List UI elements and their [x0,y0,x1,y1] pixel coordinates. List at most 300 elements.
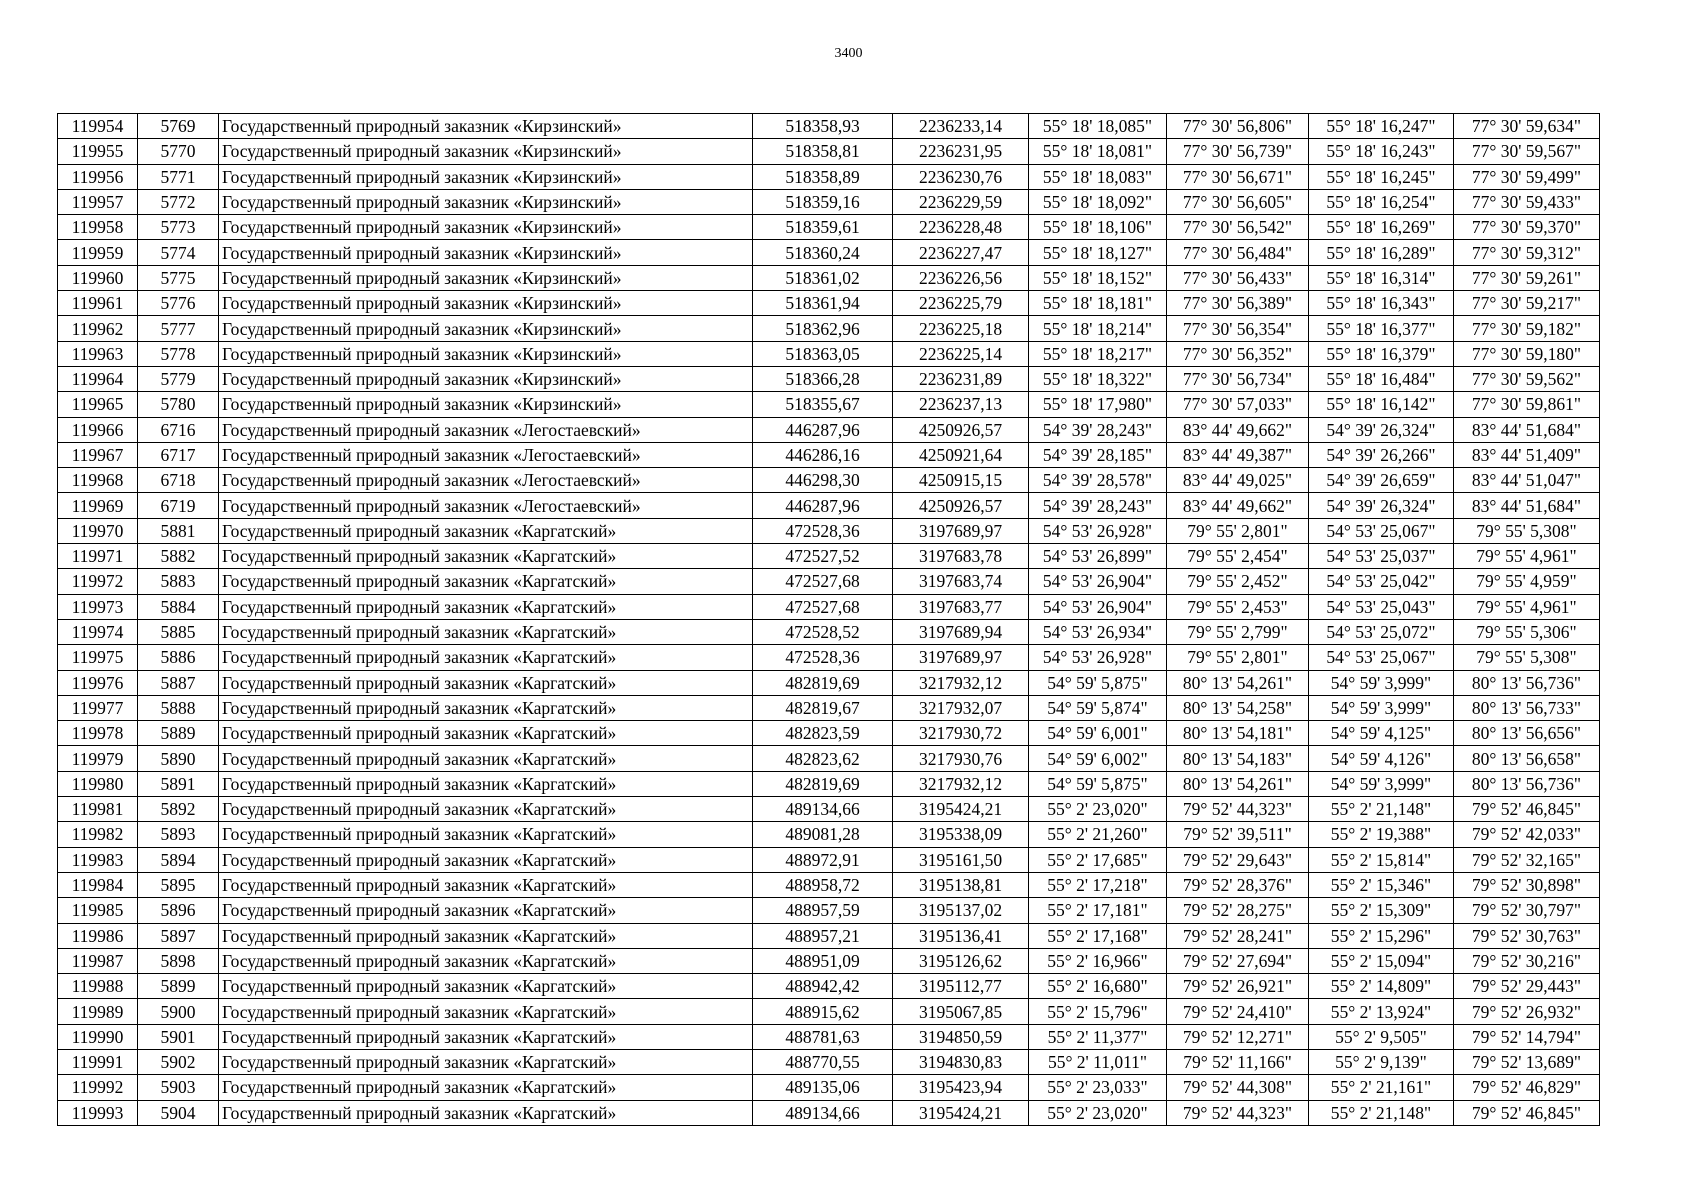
latitude-alt-cell: 54° 39' 26,324" [1309,417,1454,442]
row-id-cell: 119964 [58,366,138,391]
x-coordinate-cell: 446287,96 [753,493,893,518]
longitude-alt-cell: 83° 44' 51,684" [1454,493,1600,518]
point-number-cell: 5900 [138,999,219,1024]
point-number-cell: 5891 [138,771,219,796]
latitude-alt-cell: 54° 39' 26,659" [1309,468,1454,493]
object-name-cell: Государственный природный заказник «Каргатский» [219,1100,753,1125]
latitude-alt-cell: 55° 18' 16,245" [1309,164,1454,189]
longitude-alt-cell: 80° 13' 56,656" [1454,721,1600,746]
latitude-alt-cell: 55° 2' 13,924" [1309,999,1454,1024]
y-coordinate-cell: 3197683,77 [893,594,1029,619]
longitude-alt-cell: 77° 30' 59,562" [1454,366,1600,391]
latitude-alt-cell: 54° 59' 3,999" [1309,771,1454,796]
object-name-cell: Государственный природный заказник «Каргатский» [219,771,753,796]
longitude-cell: 79° 52' 29,643" [1167,847,1309,872]
latitude-alt-cell: 54° 53' 25,067" [1309,518,1454,543]
object-name-cell: Государственный природный заказник «Каргатский» [219,1024,753,1049]
table-row [58,1100,1600,1125]
object-name-cell: Государственный природный заказник «Легостаевский» [219,417,753,442]
longitude-cell: 77° 30' 56,433" [1167,265,1309,290]
longitude-cell: 80° 13' 54,261" [1167,670,1309,695]
latitude-alt-cell: 55° 2' 21,148" [1309,1100,1454,1125]
table-row [58,366,1600,391]
longitude-cell: 80° 13' 54,183" [1167,746,1309,771]
y-coordinate-cell: 3197683,78 [893,544,1029,569]
object-name-cell: Государственный природный заказник «Каргатский» [219,645,753,670]
point-number-cell: 5898 [138,948,219,973]
longitude-alt-cell: 79° 52' 46,845" [1454,797,1600,822]
y-coordinate-cell: 3217932,12 [893,771,1029,796]
y-coordinate-cell: 4250915,15 [893,468,1029,493]
point-number-cell: 6718 [138,468,219,493]
longitude-cell: 83° 44' 49,025" [1167,468,1309,493]
point-number-cell: 5777 [138,316,219,341]
x-coordinate-cell: 488951,09 [753,948,893,973]
longitude-cell: 79° 52' 44,323" [1167,1100,1309,1125]
latitude-alt-cell: 55° 2' 15,296" [1309,923,1454,948]
table-row [58,974,1600,999]
object-name-cell: Государственный природный заказник «Каргатский» [219,898,753,923]
latitude-alt-cell: 54° 59' 4,125" [1309,721,1454,746]
page-number: 3400 [834,46,863,61]
table-row [58,797,1600,822]
row-id-cell: 119974 [58,619,138,644]
object-name-cell: Государственный природный заказник «Каргатский» [219,721,753,746]
longitude-cell: 77° 30' 56,542" [1167,215,1309,240]
object-name-cell: Государственный природный заказник «Кирзинский» [219,366,753,391]
y-coordinate-cell: 3195138,81 [893,872,1029,897]
point-number-cell: 5774 [138,240,219,265]
point-number-cell: 5881 [138,518,219,543]
x-coordinate-cell: 489135,06 [753,1075,893,1100]
point-number-cell: 5888 [138,695,219,720]
longitude-cell: 79° 52' 39,511" [1167,822,1309,847]
y-coordinate-cell: 3195424,21 [893,1100,1029,1125]
point-number-cell: 5775 [138,265,219,290]
latitude-alt-cell: 54° 59' 3,999" [1309,695,1454,720]
row-id-cell: 119969 [58,493,138,518]
row-id-cell: 119966 [58,417,138,442]
latitude-alt-cell: 54° 39' 26,266" [1309,442,1454,467]
latitude-alt-cell: 55° 18' 16,269" [1309,215,1454,240]
longitude-cell: 79° 55' 2,453" [1167,594,1309,619]
point-number-cell: 5902 [138,1049,219,1074]
longitude-cell: 79° 52' 11,166" [1167,1049,1309,1074]
row-id-cell: 119973 [58,594,138,619]
x-coordinate-cell: 472528,36 [753,645,893,670]
table-row [58,341,1600,366]
longitude-alt-cell: 79° 55' 5,308" [1454,518,1600,543]
row-id-cell: 119965 [58,392,138,417]
object-name-cell: Государственный природный заказник «Кирзинский» [219,240,753,265]
x-coordinate-cell: 518360,24 [753,240,893,265]
y-coordinate-cell: 3195338,09 [893,822,1029,847]
row-id-cell: 119979 [58,746,138,771]
longitude-cell: 80° 13' 54,181" [1167,721,1309,746]
x-coordinate-cell: 488781,63 [753,1024,893,1049]
longitude-cell: 79° 52' 28,376" [1167,872,1309,897]
x-coordinate-cell: 488770,55 [753,1049,893,1074]
longitude-cell: 77° 30' 57,033" [1167,392,1309,417]
x-coordinate-cell: 482819,69 [753,670,893,695]
y-coordinate-cell: 2236230,76 [893,164,1029,189]
longitude-cell: 79° 55' 2,452" [1167,569,1309,594]
table-row [58,392,1600,417]
longitude-cell: 79° 52' 12,271" [1167,1024,1309,1049]
y-coordinate-cell: 3195423,94 [893,1075,1029,1100]
x-coordinate-cell: 489081,28 [753,822,893,847]
longitude-alt-cell: 80° 13' 56,736" [1454,771,1600,796]
point-number-cell: 5887 [138,670,219,695]
x-coordinate-cell: 518355,67 [753,392,893,417]
latitude-cell: 54° 59' 5,874" [1029,695,1167,720]
object-name-cell: Государственный природный заказник «Каргатский» [219,923,753,948]
longitude-cell: 77° 30' 56,389" [1167,291,1309,316]
y-coordinate-cell: 2236226,56 [893,265,1029,290]
longitude-cell: 79° 52' 27,694" [1167,948,1309,973]
longitude-cell: 79° 52' 24,410" [1167,999,1309,1024]
table-row [58,1024,1600,1049]
latitude-cell: 54° 53' 26,904" [1029,569,1167,594]
latitude-alt-cell: 55° 18' 16,484" [1309,366,1454,391]
table-row [58,721,1600,746]
point-number-cell: 5904 [138,1100,219,1125]
object-name-cell: Государственный природный заказник «Каргатский» [219,797,753,822]
latitude-alt-cell: 55° 2' 15,309" [1309,898,1454,923]
y-coordinate-cell: 3195136,41 [893,923,1029,948]
x-coordinate-cell: 518358,81 [753,139,893,164]
longitude-alt-cell: 80° 13' 56,733" [1454,695,1600,720]
latitude-alt-cell: 55° 18' 16,254" [1309,189,1454,214]
object-name-cell: Государственный природный заказник «Каргатский» [219,999,753,1024]
x-coordinate-cell: 518366,28 [753,366,893,391]
point-number-cell: 5773 [138,215,219,240]
table-row [58,291,1600,316]
point-number-cell: 5901 [138,1024,219,1049]
table-row [58,872,1600,897]
latitude-cell: 55° 2' 21,260" [1029,822,1167,847]
object-name-cell: Государственный природный заказник «Каргатский» [219,974,753,999]
longitude-alt-cell: 79° 52' 30,216" [1454,948,1600,973]
table-row [58,771,1600,796]
x-coordinate-cell: 518359,16 [753,189,893,214]
row-id-cell: 119988 [58,974,138,999]
row-id-cell: 119992 [58,1075,138,1100]
table-row [58,569,1600,594]
object-name-cell: Государственный природный заказник «Каргатский» [219,1075,753,1100]
point-number-cell: 5769 [138,114,219,139]
longitude-alt-cell: 83° 44' 51,047" [1454,468,1600,493]
longitude-cell: 79° 52' 44,323" [1167,797,1309,822]
point-number-cell: 5771 [138,164,219,189]
row-id-cell: 119972 [58,569,138,594]
x-coordinate-cell: 489134,66 [753,797,893,822]
coordinates-table [57,113,1600,1126]
x-coordinate-cell: 518358,89 [753,164,893,189]
latitude-cell: 55° 18' 18,217" [1029,341,1167,366]
longitude-cell: 80° 13' 54,261" [1167,771,1309,796]
x-coordinate-cell: 488957,21 [753,923,893,948]
y-coordinate-cell: 2236233,14 [893,114,1029,139]
longitude-cell: 79° 55' 2,799" [1167,619,1309,644]
table-row [58,1049,1600,1074]
latitude-cell: 55° 18' 18,322" [1029,366,1167,391]
longitude-alt-cell: 80° 13' 56,736" [1454,670,1600,695]
table-row [58,670,1600,695]
object-name-cell: Государственный природный заказник «Кирзинский» [219,114,753,139]
row-id-cell: 119977 [58,695,138,720]
longitude-alt-cell: 77° 30' 59,433" [1454,189,1600,214]
row-id-cell: 119976 [58,670,138,695]
y-coordinate-cell: 3197689,97 [893,645,1029,670]
table-row [58,948,1600,973]
y-coordinate-cell: 4250926,57 [893,493,1029,518]
row-id-cell: 119984 [58,872,138,897]
longitude-alt-cell: 79° 55' 4,961" [1454,544,1600,569]
longitude-cell: 79° 55' 2,454" [1167,544,1309,569]
table-row [58,594,1600,619]
row-id-cell: 119961 [58,291,138,316]
x-coordinate-cell: 518359,61 [753,215,893,240]
y-coordinate-cell: 3197683,74 [893,569,1029,594]
longitude-alt-cell: 77° 30' 59,499" [1454,164,1600,189]
latitude-cell: 55° 18' 18,152" [1029,265,1167,290]
object-name-cell: Государственный природный заказник «Легостаевский» [219,468,753,493]
table-row [58,164,1600,189]
longitude-alt-cell: 77° 30' 59,217" [1454,291,1600,316]
latitude-alt-cell: 54° 53' 25,072" [1309,619,1454,644]
latitude-cell: 54° 53' 26,904" [1029,594,1167,619]
y-coordinate-cell: 3217930,72 [893,721,1029,746]
longitude-alt-cell: 79° 52' 29,443" [1454,974,1600,999]
row-id-cell: 119986 [58,923,138,948]
point-number-cell: 5896 [138,898,219,923]
point-number-cell: 5770 [138,139,219,164]
row-id-cell: 119955 [58,139,138,164]
longitude-alt-cell: 77° 30' 59,634" [1454,114,1600,139]
row-id-cell: 119989 [58,999,138,1024]
row-id-cell: 119982 [58,822,138,847]
latitude-alt-cell: 55° 2' 9,505" [1309,1024,1454,1049]
row-id-cell: 119963 [58,341,138,366]
object-name-cell: Государственный природный заказник «Каргатский» [219,847,753,872]
latitude-cell: 54° 53' 26,934" [1029,619,1167,644]
latitude-cell: 55° 2' 17,181" [1029,898,1167,923]
longitude-cell: 79° 52' 26,921" [1167,974,1309,999]
latitude-alt-cell: 54° 39' 26,324" [1309,493,1454,518]
table-row [58,822,1600,847]
longitude-alt-cell: 79° 52' 14,794" [1454,1024,1600,1049]
object-name-cell: Государственный природный заказник «Каргатский» [219,746,753,771]
y-coordinate-cell: 2236231,95 [893,139,1029,164]
latitude-cell: 55° 18' 18,085" [1029,114,1167,139]
latitude-alt-cell: 54° 53' 25,043" [1309,594,1454,619]
longitude-cell: 79° 52' 44,308" [1167,1075,1309,1100]
row-id-cell: 119983 [58,847,138,872]
table-row [58,240,1600,265]
x-coordinate-cell: 446298,30 [753,468,893,493]
object-name-cell: Государственный природный заказник «Кирзинский» [219,392,753,417]
table-row [58,189,1600,214]
longitude-alt-cell: 79° 52' 30,898" [1454,872,1600,897]
longitude-cell: 83° 44' 49,387" [1167,442,1309,467]
row-id-cell: 119956 [58,164,138,189]
latitude-cell: 54° 53' 26,928" [1029,518,1167,543]
object-name-cell: Государственный природный заказник «Каргатский» [219,619,753,644]
y-coordinate-cell: 3195161,50 [893,847,1029,872]
x-coordinate-cell: 472527,68 [753,569,893,594]
longitude-cell: 77° 30' 56,806" [1167,114,1309,139]
longitude-cell: 79° 52' 28,241" [1167,923,1309,948]
latitude-alt-cell: 55° 18' 16,377" [1309,316,1454,341]
object-name-cell: Государственный природный заказник «Каргатский» [219,872,753,897]
x-coordinate-cell: 488958,72 [753,872,893,897]
latitude-alt-cell: 55° 2' 14,809" [1309,974,1454,999]
latitude-alt-cell: 55° 2' 9,139" [1309,1049,1454,1074]
latitude-cell: 55° 2' 17,218" [1029,872,1167,897]
y-coordinate-cell: 3197689,97 [893,518,1029,543]
longitude-alt-cell: 79° 52' 32,165" [1454,847,1600,872]
latitude-alt-cell: 55° 2' 21,161" [1309,1075,1454,1100]
latitude-alt-cell: 54° 59' 4,126" [1309,746,1454,771]
row-id-cell: 119954 [58,114,138,139]
y-coordinate-cell: 2236227,47 [893,240,1029,265]
latitude-cell: 54° 53' 26,928" [1029,645,1167,670]
x-coordinate-cell: 488915,62 [753,999,893,1024]
table-row [58,898,1600,923]
table-row [58,468,1600,493]
latitude-alt-cell: 54° 59' 3,999" [1309,670,1454,695]
point-number-cell: 5779 [138,366,219,391]
x-coordinate-cell: 482823,59 [753,721,893,746]
longitude-cell: 77° 30' 56,605" [1167,189,1309,214]
row-id-cell: 119993 [58,1100,138,1125]
latitude-cell: 54° 53' 26,899" [1029,544,1167,569]
row-id-cell: 119968 [58,468,138,493]
point-number-cell: 5894 [138,847,219,872]
latitude-cell: 54° 59' 5,875" [1029,771,1167,796]
object-name-cell: Государственный природный заказник «Каргатский» [219,569,753,594]
object-name-cell: Государственный природный заказник «Каргатский» [219,1049,753,1074]
latitude-alt-cell: 55° 2' 15,814" [1309,847,1454,872]
object-name-cell: Государственный природный заказник «Каргатский» [219,544,753,569]
latitude-alt-cell: 55° 18' 16,343" [1309,291,1454,316]
latitude-cell: 54° 39' 28,185" [1029,442,1167,467]
x-coordinate-cell: 472527,68 [753,594,893,619]
table-row [58,265,1600,290]
point-number-cell: 5882 [138,544,219,569]
object-name-cell: Государственный природный заказник «Легостаевский» [219,442,753,467]
table-row [58,442,1600,467]
latitude-alt-cell: 55° 2' 15,094" [1309,948,1454,973]
table-row [58,544,1600,569]
point-number-cell: 5776 [138,291,219,316]
longitude-alt-cell: 77° 30' 59,261" [1454,265,1600,290]
object-name-cell: Государственный природный заказник «Легостаевский» [219,493,753,518]
y-coordinate-cell: 2236231,89 [893,366,1029,391]
x-coordinate-cell: 518362,96 [753,316,893,341]
latitude-cell: 54° 59' 5,875" [1029,670,1167,695]
row-id-cell: 119980 [58,771,138,796]
longitude-alt-cell: 79° 52' 30,797" [1454,898,1600,923]
latitude-alt-cell: 55° 18' 16,314" [1309,265,1454,290]
latitude-alt-cell: 54° 53' 25,042" [1309,569,1454,594]
longitude-alt-cell: 79° 55' 4,959" [1454,569,1600,594]
longitude-alt-cell: 79° 52' 26,932" [1454,999,1600,1024]
object-name-cell: Государственный природный заказник «Кирзинский» [219,139,753,164]
longitude-alt-cell: 79° 52' 46,845" [1454,1100,1600,1125]
y-coordinate-cell: 2236229,59 [893,189,1029,214]
y-coordinate-cell: 2236225,14 [893,341,1029,366]
point-number-cell: 5893 [138,822,219,847]
latitude-cell: 55° 18' 18,181" [1029,291,1167,316]
longitude-alt-cell: 79° 55' 5,308" [1454,645,1600,670]
y-coordinate-cell: 3197689,94 [893,619,1029,644]
x-coordinate-cell: 472527,52 [753,544,893,569]
latitude-cell: 55° 18' 18,083" [1029,164,1167,189]
x-coordinate-cell: 446286,16 [753,442,893,467]
y-coordinate-cell: 3217932,12 [893,670,1029,695]
object-name-cell: Государственный природный заказник «Кирзинский» [219,164,753,189]
row-id-cell: 119960 [58,265,138,290]
y-coordinate-cell: 3194850,59 [893,1024,1029,1049]
y-coordinate-cell: 3195112,77 [893,974,1029,999]
latitude-alt-cell: 55° 18' 16,142" [1309,392,1454,417]
point-number-cell: 6717 [138,442,219,467]
point-number-cell: 5897 [138,923,219,948]
latitude-cell: 55° 18' 18,081" [1029,139,1167,164]
point-number-cell: 5899 [138,974,219,999]
longitude-alt-cell: 77° 30' 59,182" [1454,316,1600,341]
y-coordinate-cell: 3195126,62 [893,948,1029,973]
y-coordinate-cell: 2236237,13 [893,392,1029,417]
object-name-cell: Государственный природный заказник «Каргатский» [219,670,753,695]
x-coordinate-cell: 518361,02 [753,265,893,290]
object-name-cell: Государственный природный заказник «Кирзинский» [219,316,753,341]
latitude-cell: 55° 2' 23,020" [1029,1100,1167,1125]
y-coordinate-cell: 3217932,07 [893,695,1029,720]
x-coordinate-cell: 472528,52 [753,619,893,644]
latitude-cell: 55° 18' 18,127" [1029,240,1167,265]
y-coordinate-cell: 3195067,85 [893,999,1029,1024]
table-row [58,746,1600,771]
point-number-cell: 5772 [138,189,219,214]
row-id-cell: 119962 [58,316,138,341]
row-id-cell: 119957 [58,189,138,214]
longitude-cell: 77° 30' 56,484" [1167,240,1309,265]
longitude-alt-cell: 77° 30' 59,861" [1454,392,1600,417]
y-coordinate-cell: 3195424,21 [893,797,1029,822]
latitude-cell: 55° 18' 18,214" [1029,316,1167,341]
x-coordinate-cell: 518363,05 [753,341,893,366]
x-coordinate-cell: 482823,62 [753,746,893,771]
latitude-cell: 54° 39' 28,578" [1029,468,1167,493]
x-coordinate-cell: 482819,69 [753,771,893,796]
latitude-alt-cell: 55° 2' 21,148" [1309,797,1454,822]
latitude-cell: 54° 39' 28,243" [1029,493,1167,518]
object-name-cell: Государственный природный заказник «Каргатский» [219,594,753,619]
longitude-cell: 77° 30' 56,352" [1167,341,1309,366]
latitude-cell: 55° 2' 23,020" [1029,797,1167,822]
longitude-cell: 79° 52' 28,275" [1167,898,1309,923]
longitude-alt-cell: 79° 52' 13,689" [1454,1049,1600,1074]
table-body [58,114,1600,1126]
longitude-cell: 77° 30' 56,354" [1167,316,1309,341]
latitude-cell: 55° 2' 11,011" [1029,1049,1167,1074]
longitude-alt-cell: 79° 52' 46,829" [1454,1075,1600,1100]
object-name-cell: Государственный природный заказник «Кирзинский» [219,341,753,366]
row-id-cell: 119971 [58,544,138,569]
